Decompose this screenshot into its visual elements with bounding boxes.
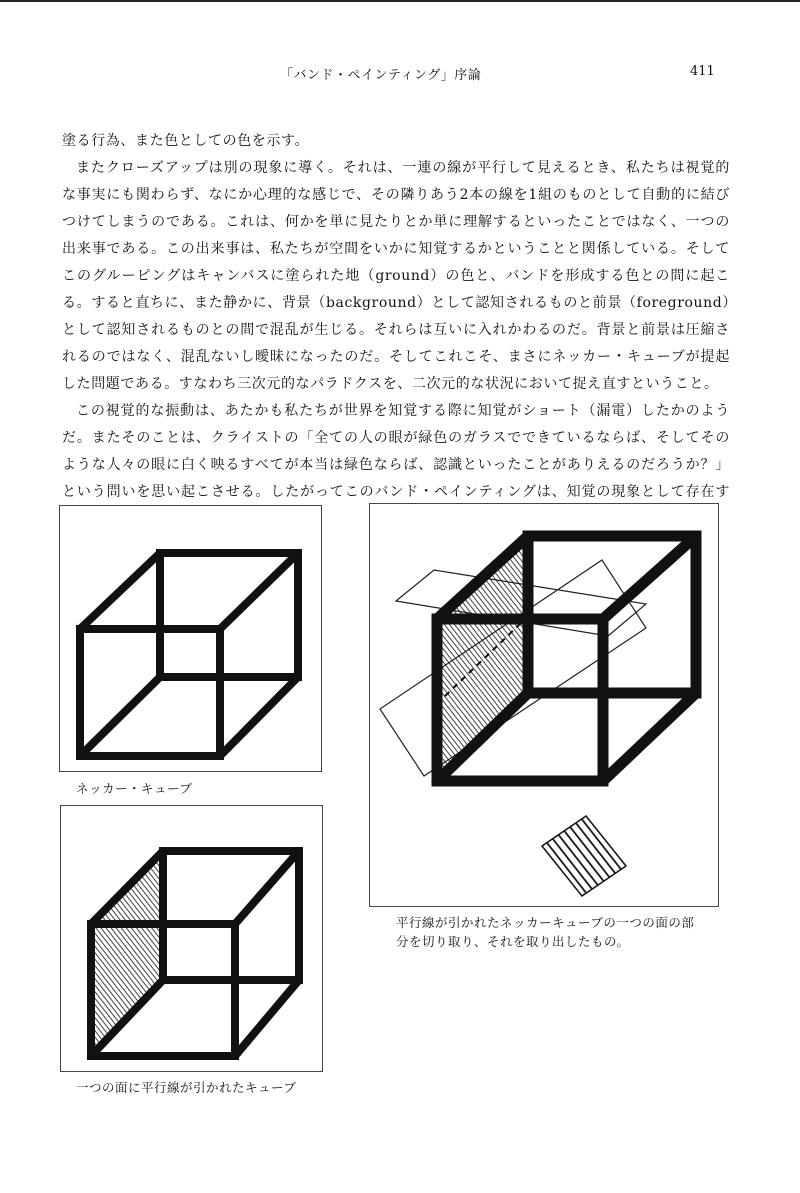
extracted-face-figure bbox=[369, 503, 719, 907]
hatched-cube-caption: 一つの面に平行線が引かれたキューブ bbox=[76, 1080, 297, 1095]
hatched-cube-figure bbox=[60, 805, 323, 1072]
paragraph: 塗る行為、また色としての色を示す。 bbox=[62, 133, 310, 149]
necker-cube-figure bbox=[59, 505, 322, 772]
page-number: 411 bbox=[690, 64, 715, 79]
extracted-face-caption: 平行線が引かれたネッカーキューブの一つの面の部分を切り取り、それを取り出したもの。 bbox=[396, 915, 695, 949]
extracted-face-drawing bbox=[370, 504, 718, 906]
body-text bbox=[62, 128, 730, 533]
paragraph: この視覚的な振動は、あたかも私たちが世界を知覚する際に知覚がショート（漏電）したかのようだ。またそのことは、クライストの「全ての人の眼が緑色のガラスでできているならば、そしてそのような人々の眼に白く映るすべてが本当は緑色ならば、認識といったことがありえるのだろうか？」という問いを思い起こさせる。したがってこのバンド・ペインティングは、知覚の現象として存在す bbox=[62, 403, 730, 500]
necker-cube-caption: ネッカー・キューブ bbox=[76, 781, 193, 796]
paragraph: またクローズアップは別の現象に導く。それは、一連の線が平行して見えるとき、私たちは視覚的な事実にも関わらず、なにか心理的な感じで、その隣りあう2本の線を1組のものとして自動的に結びつけてしまうのである。これは、何かを単に見たりとか単に理解するといったことではなく、一つの出来事である。この出来事は、私たちが空間をいかに知覚するかということと関係している。そしてこのグルーピングはキャンバスに塗られた地（ground）の色と、バンドを形成する色との間に起こる。すると直ちに、また静かに、背景（background）として認知されるものと前景（foreground）として認知されるものとの間で混乱が生じる。それらは互いに入れかわるのだ。背景と前景は圧縮されるのではなく、混乱ないし曖昧になったのだ。そしてこれこそ、まさにネッカー・キューブが提起した問題である。すなわち三次元的なパラドクスを、二次元的な状況において捉え直すということ。 bbox=[62, 160, 730, 392]
necker-cube-drawing bbox=[60, 506, 321, 771]
running-head: 「バンド・ペインティング」序論 bbox=[280, 68, 482, 83]
hatched-face bbox=[91, 851, 163, 1056]
extracted-piece bbox=[542, 816, 626, 896]
top-rule bbox=[0, 0, 800, 2]
hatched-cube-drawing bbox=[61, 806, 322, 1071]
